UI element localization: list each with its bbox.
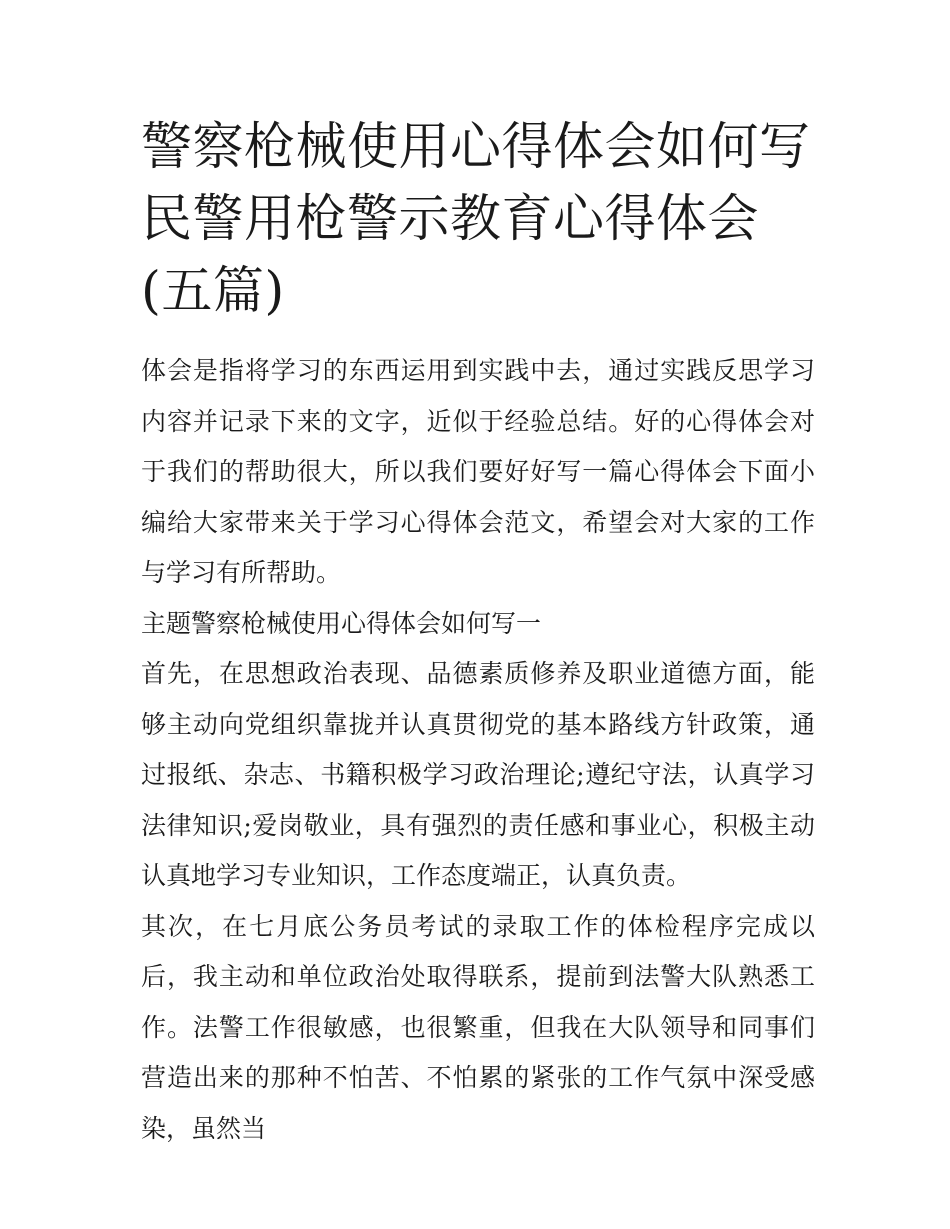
document-body bbox=[141, 112, 815, 1154]
body-paragraph-first: 首先，在思想政治表现、品德素质修养及职业道德方面，能够主动向党组织靠拢并认真贯彻党的基本路线方针政策，通过报纸、杂志、书籍积极学习政治理论;遵纪守法，认真学习法律知识;爱岗敬业，具有强烈的责任感和事业心，积极主动认真地学习专业知识，工作态度端正，认真负责。 bbox=[141, 659, 815, 890]
intro-paragraph: 体会是指将学习的东西运用到实践中去，通过实践反思学习内容并记录下来的文字，近似于经验总结。好的心得体会对于我们的帮助很大，所以我们要好好写一篇心得体会下面小编给大家带来关于学习心得体会范文，希望会对大家的工作与学习有所帮助。 bbox=[141, 356, 815, 587]
document-title: 警察枪械使用心得体会如何写民警用枪警示教育心得体会(五篇) bbox=[141, 118, 811, 321]
section-heading: 主题警察枪械使用心得体会如何写一 bbox=[141, 608, 542, 638]
body-paragraph-second: 其次，在七月底公务员考试的录取工作的体检程序完成以后，我主动和单位政治处取得联系，提前到法警大队熟悉工作。法警工作很敏感，也很繁重，但我在大队领导和同事们营造出来的那种不怕苦、不怕累的紧张的工作气氛中深受感染，虽然当 bbox=[141, 911, 815, 1143]
